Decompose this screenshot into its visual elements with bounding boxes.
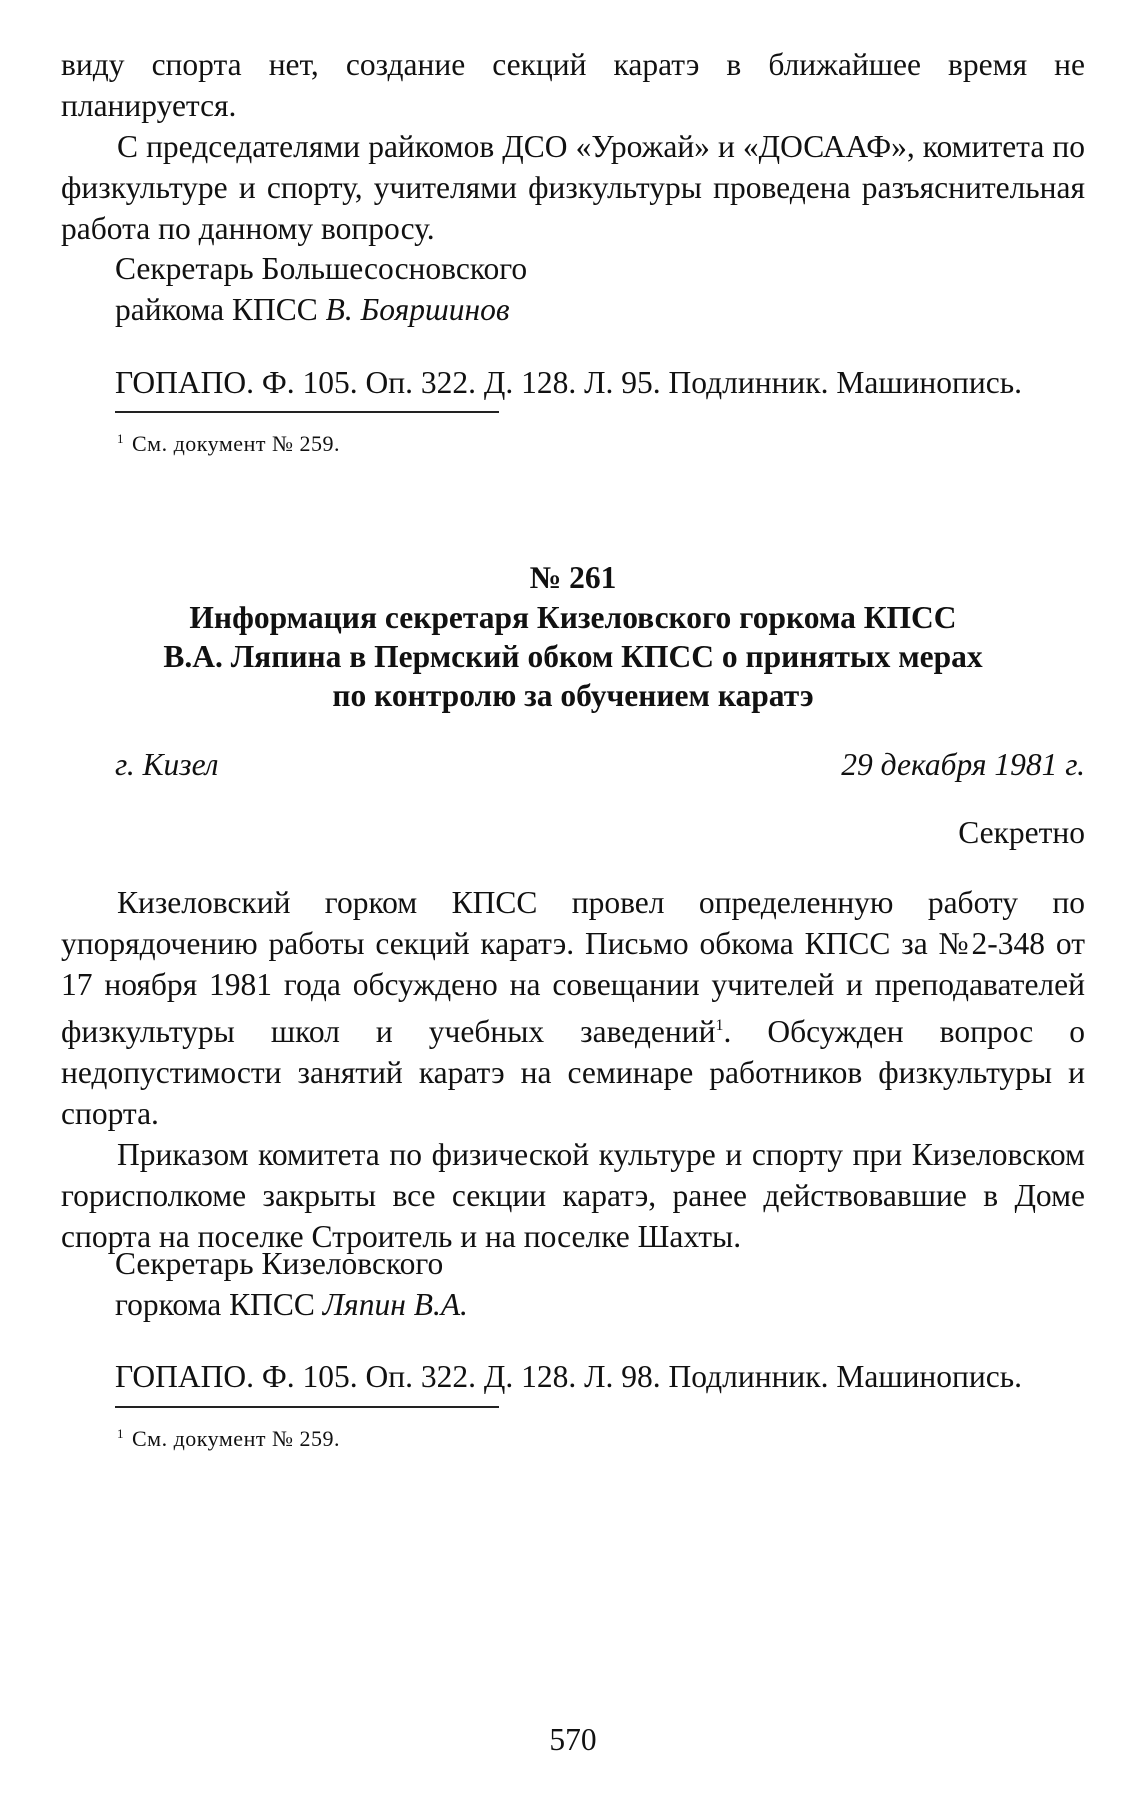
doc2-footnote-reference: 1 bbox=[715, 1017, 724, 1034]
doc2-signature-line-1: Секретарь Кизеловского bbox=[115, 1246, 444, 1281]
doc2-title-line-1: Информация секретаря Кизеловского горкома КПСС bbox=[189, 600, 957, 635]
doc2-paragraph-1-text-cont: . Обсужден вопрос о недопустимости занятий каратэ на семинаре работников физкультуры и спорта. bbox=[61, 1014, 1085, 1131]
doc1-footnote bbox=[117, 426, 340, 457]
doc2-signature-line-2 bbox=[115, 1284, 468, 1325]
doc2-footnote-text: См. документ № 259. bbox=[132, 1426, 340, 1451]
doc2-paragraph-2: Приказом комитета по физической культуре и спорту при Кизеловском горисполкоме закрыты все секции каратэ, ранее действовавшие в Доме спорта на поселке Строитель и на поселке Шахты. bbox=[61, 1137, 1085, 1254]
doc1-signature-name: В. Бояршинов bbox=[325, 292, 510, 327]
doc2-body bbox=[61, 882, 1085, 1257]
doc2-number: № 261 bbox=[529, 560, 617, 595]
doc2-signature-name: Ляпин В.А. bbox=[322, 1287, 468, 1322]
doc2-footnote-divider bbox=[115, 1406, 499, 1408]
page-number: 570 bbox=[549, 1722, 597, 1757]
doc2-signature-title: горкома КПСС bbox=[115, 1287, 323, 1322]
doc2-archive-source: ГОПАПО. Ф. 105. Оп. 322. Д. 128. Л. 98. Подлинник. Машинопись. bbox=[115, 1359, 1022, 1394]
doc1-signature-title: райкома КПСС bbox=[115, 292, 326, 327]
doc2-footnote bbox=[117, 1421, 340, 1452]
doc2-title-line-2: В.А. Ляпина в Пермский обком КПСС о принятых мерах bbox=[163, 639, 983, 674]
doc1-paragraph-1: виду спорта нет, создание секций каратэ в ближайшее время не планируется. bbox=[61, 47, 1085, 123]
doc1-signature-line-2 bbox=[115, 289, 510, 330]
doc1-footnote-divider bbox=[115, 411, 499, 413]
doc1-body bbox=[61, 44, 1085, 249]
doc2-classification: Секретно bbox=[958, 815, 1085, 850]
doc1-signature-line-1: Секретарь Большесосновского bbox=[115, 251, 528, 286]
doc1-footnote-text: См. документ № 259. bbox=[132, 431, 340, 456]
doc2-paragraph-1-text: Кизеловский горком КПСС провел определенную работу по упорядочению работы секций каратэ. Письмо обкома КПСС за №2-348 от 17 ноября 1981 года обсуждено на совещании учителей и преподавателей физкультуры школ и учебных заведений bbox=[61, 885, 1085, 1049]
doc1-archive-source: ГОПАПО. Ф. 105. Оп. 322. Д. 128. Л. 95. Подлинник. Машинопись. bbox=[115, 365, 1022, 400]
doc2-place: г. Кизел bbox=[115, 747, 219, 782]
doc2-date: 29 декабря 1981 г. bbox=[841, 747, 1085, 782]
doc1-footnote-mark: 1 bbox=[117, 431, 124, 446]
doc1-paragraph-2: С председателями райкомов ДСО «Урожай» и «ДОСААФ», комитета по физкультуре и спорту, учителями физкультуры проведена разъяснительная работа по данному вопросу. bbox=[61, 129, 1085, 246]
doc2-footnote-mark: 1 bbox=[117, 1426, 124, 1441]
doc2-paragraph-1 bbox=[61, 882, 1085, 1134]
doc2-title-line-3: по контролю за обучением каратэ bbox=[332, 678, 814, 713]
